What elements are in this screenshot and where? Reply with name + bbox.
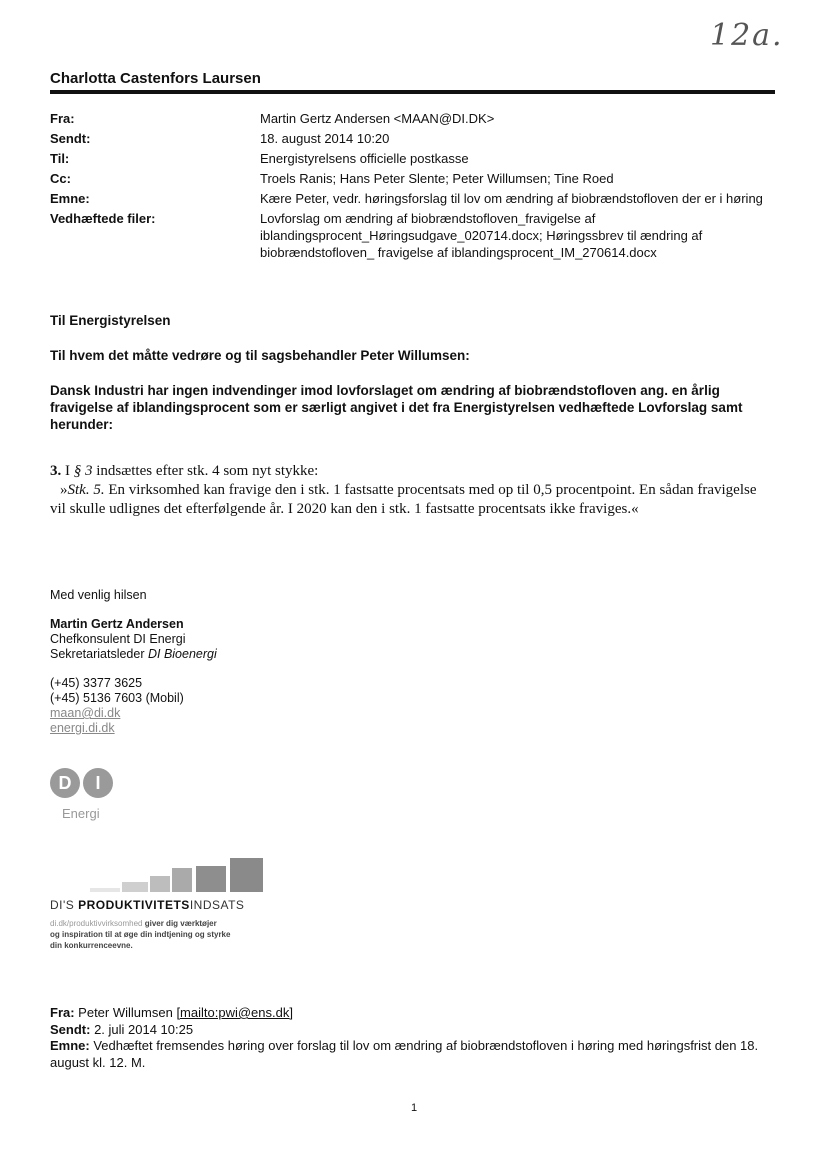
- to-label: Til:: [50, 151, 70, 166]
- attachments-label: Vedhæftede filer:: [50, 211, 156, 226]
- statement-paragraph: Dansk Industri har ingen indvendinger imod lovforslaget om ændring af biobrændstofloven ang. en årlig fravigelse af iblandingsprocent som er særligt angivet i det fra Energistyrelsen vedhæftede Lovforslag samt herunder:: [50, 383, 743, 432]
- subject-value: Kære Peter, vedr. høringsforslag til lov om ændring af biobrændstofloven der er i høring: [260, 191, 763, 206]
- productivity-url: di.dk/produktivvirksomhed: [50, 919, 143, 928]
- cc-value: Troels Ranis; Hans Peter Slente; Peter Willumsen; Tine Roed: [260, 171, 614, 186]
- subject-label: Emne:: [50, 191, 90, 206]
- recipient-line: Til Energistyrelsen: [50, 313, 171, 328]
- fwd-mailto-link[interactable]: [mailto:pwi@ens.dk]: [176, 1005, 293, 1020]
- prod-title-bold: PRODUKTIVITETS: [78, 898, 190, 912]
- header-cc-row: [50, 170, 775, 187]
- di-logo-i: I: [83, 768, 113, 798]
- header-to-row: [50, 150, 775, 167]
- intro-block: [50, 312, 775, 451]
- page-number: 1: [410, 1102, 418, 1114]
- from-label: Fra:: [50, 111, 75, 126]
- di-logo: [50, 768, 116, 798]
- law-section-ref: § 3: [73, 463, 93, 479]
- di-logo-d: D: [50, 768, 80, 798]
- law-item-number: 3.: [50, 463, 62, 479]
- sent-label: Sendt:: [50, 131, 91, 146]
- bar-1: [90, 888, 120, 892]
- prod-title-post: INDSATS: [189, 898, 245, 912]
- phone-2: (+45) 5136 7603 (Mobil): [50, 691, 184, 705]
- prod-text-2: og inspiration til at øge din indtjening og styrke: [50, 930, 231, 939]
- email-link[interactable]: maan@di.dk: [50, 706, 121, 720]
- fwd-from-label: Fra:: [50, 1005, 75, 1020]
- signer-org: DI Bioenergi: [147, 647, 217, 661]
- greeting: Med venlig hilsen: [50, 588, 147, 602]
- bar-4: [172, 868, 192, 892]
- header-sent-row: [50, 130, 775, 147]
- forwarded-header: [50, 1005, 775, 1071]
- signer-title-2: Sekretariatsleder: [50, 647, 148, 661]
- productivity-text: [50, 918, 270, 951]
- salutation-line: Til hvem det måtte vedrøre og til sagsbehandler Peter Willumsen:: [50, 348, 470, 363]
- di-logo-subtitle: Energi: [62, 806, 100, 821]
- law-quote-open: »: [60, 482, 68, 498]
- mailbox-owner-name: Charlotta Castenfors Laursen: [50, 70, 261, 87]
- fwd-subject-label: Emne:: [50, 1038, 90, 1053]
- law-body: En virksomhed kan fravige den i stk. 1 fastsatte procentsats med op til 0,5 procentpoint. En sådan fravigelse vil skulle udlignes det efterfølgende år. I 2020 kan den i stk. 1 fastsatte procentsats ikke fraviges.«: [50, 482, 757, 517]
- law-excerpt: [50, 462, 775, 519]
- fwd-sent-label: Sendt:: [50, 1021, 91, 1037]
- signer-name: Martin Gertz Andersen: [50, 617, 184, 631]
- bar-6: [230, 858, 263, 892]
- header-from-row: [50, 110, 775, 127]
- header-subject-row: [50, 190, 775, 207]
- handwritten-page-mark: 12a.: [710, 18, 784, 53]
- productivity-bars-graphic: [50, 858, 265, 892]
- signature-block: [50, 588, 450, 736]
- bar-3: [150, 876, 170, 892]
- prod-title-pre: DI'S: [50, 898, 79, 912]
- fwd-sent-value: 2. juli 2014 10:25: [90, 1021, 194, 1037]
- header-attachments-row: [50, 210, 775, 261]
- productivity-title: [50, 898, 244, 912]
- bar-5: [196, 866, 226, 892]
- law-pre: I: [61, 463, 74, 479]
- signer-title-1: Chefkonsulent DI Energi: [50, 632, 186, 646]
- from-value: Martin Gertz Andersen <MAAN@DI.DK>: [260, 111, 495, 126]
- attachments-value: Lovforslag om ændring af biobrændstofloven_fravigelse af iblandingsprocent_Høringsudgave_020714.docx; Høringssbrev til ændring af biobrændstofloven_ fravigelse af iblandingsprocent_IM_270614.docx: [260, 211, 703, 260]
- header-rule: [50, 90, 775, 94]
- law-stk: Stk. 5.: [67, 482, 105, 498]
- prod-text-1: giver dig værktøjer: [142, 919, 217, 928]
- sent-value: 18. august 2014 10:20: [260, 131, 390, 146]
- to-value: Energistyrelsens officielle postkasse: [260, 151, 469, 166]
- cc-label: Cc:: [50, 171, 71, 186]
- prod-text-3: din konkurrenceevne.: [50, 941, 133, 950]
- bar-2: [122, 882, 148, 892]
- email-header: [50, 110, 775, 264]
- web-link[interactable]: energi.di.dk: [50, 721, 115, 735]
- law-post: indsættes efter stk. 4 som nyt stykke:: [92, 463, 319, 479]
- phone-1: (+45) 3377 3625: [50, 676, 143, 690]
- fwd-subject-value: Vedhæftet fremsendes høring over forslag til lov om ændring af biobrændstofloven i høring med høringsfrist den 18. august kl. 12. M.: [50, 1038, 759, 1070]
- fwd-from-value: Peter Willumsen: [74, 1005, 177, 1020]
